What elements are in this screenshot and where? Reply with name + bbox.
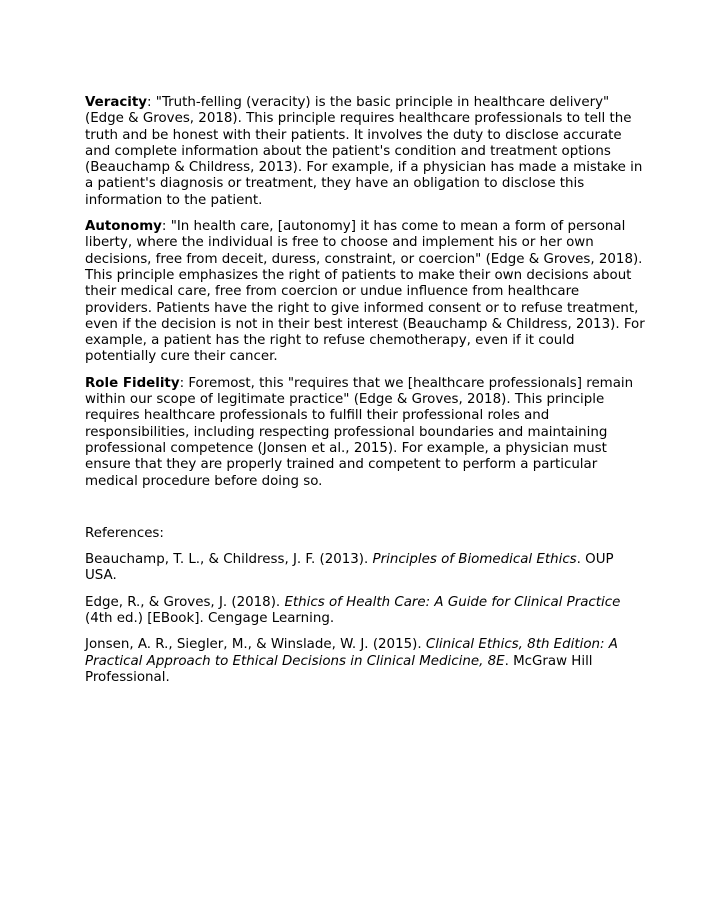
reference-item — [85, 595, 645, 628]
reference-publisher: (4th ed.) [EBook]. Cengage Learning. — [85, 611, 335, 627]
document-body — [85, 95, 645, 696]
paragraph-autonomy — [85, 219, 645, 366]
reference-item — [85, 637, 645, 686]
references-heading: References: — [85, 525, 164, 541]
paragraph-role-fidelity — [85, 376, 645, 490]
reference-title: Principles of Biomedical Ethics — [372, 552, 577, 568]
reference-title: Ethics of Health Care: A Guide for Clinical Practice — [284, 594, 621, 610]
paragraph-veracity — [85, 95, 645, 209]
term-role-fidelity: Role Fidelity — [85, 375, 180, 391]
reference-title: Clinical Ethics, 8th Edition: A Practical Approach to Ethical Decisions in Clinical Medicine, 8E — [85, 637, 618, 669]
reference-publisher: . OUP USA. — [85, 552, 614, 584]
reference-publisher: . McGraw Hill Professional. — [85, 653, 593, 685]
reference-item — [85, 552, 645, 585]
term-veracity: Veracity — [85, 95, 148, 110]
paragraph-text: : "Truth-felling (veracity) is the basic principle in healthcare delivery" (Edge & Groves, 2018). This principle requires healthcare professionals to tell the truth and be honest with their patients. It involves the duty to disclose accurate and complete information about the patient's condition and treatment options (Beauchamp & Childress, 2013). For example, if a physician has made a mistake in a patient's diagnosis or treatment, they have an obligation to disclose this information to the patient. — [85, 95, 643, 208]
paragraph-text: : Foremost, this "requires that we [healthcare professionals] remain within our scope of legitimate practice" (Edge & Groves, 2018). This principle requires healthcare professionals to fulfill their professional roles and responsibilities, including respecting professional boundaries and maintaining professional competence (Jonsen et al., 2015). For example, a physician must ensure that they are properly trained and competent to perform a particular medical procedure before doing so. — [85, 375, 634, 489]
term-autonomy: Autonomy — [85, 219, 162, 235]
reference-authors: Beauchamp, T. L., & Childress, J. F. (2013). — [85, 552, 373, 568]
paragraph-text: : "In health care, [autonomy] it has come to mean a form of personal liberty, where the individual is free to choose and implement his or her own decisions, free from deceit, duress, constraint, or coercion" (Edge & Groves, 2018). This principle emphasizes the right of patients to make their own decisions about their medical care, free from coercion or undue influence from healthcare providers. Patients have the right to give informed consent or to refuse treatment, even if the decision is not in their best interest (Beauchamp & Childress, 2013). For example, a patient has the right to refuse chemotherapy, even if it could potentially cure their cancer. — [85, 219, 645, 365]
reference-authors: Jonsen, A. R., Siegler, M., & Winslade, W. J. (2015). — [85, 637, 426, 653]
reference-authors: Edge, R., & Groves, J. (2018). — [85, 594, 285, 610]
